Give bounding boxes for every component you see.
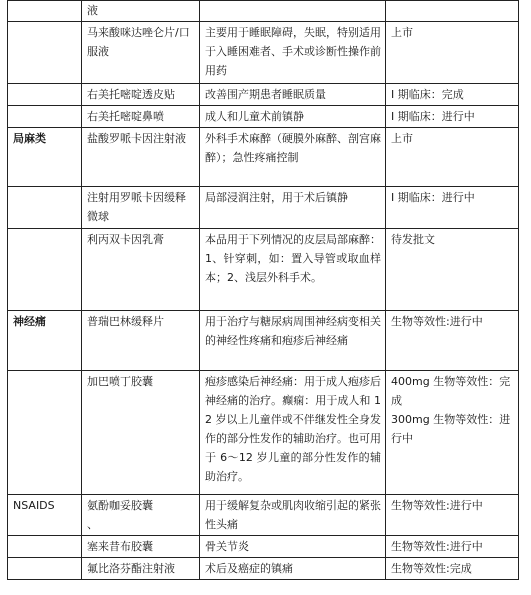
drug-name-cell: 右美托嘧啶透皮贴 xyxy=(82,84,200,106)
category-cell: 局麻类 xyxy=(8,128,82,187)
category-cell xyxy=(8,536,82,558)
category-cell xyxy=(8,371,82,495)
indication-cell xyxy=(200,1,386,22)
table-row xyxy=(8,229,519,311)
category-cell xyxy=(8,106,82,128)
table-row xyxy=(8,84,519,106)
indication-cell: 成人和儿童术前镇静 xyxy=(200,106,386,128)
category-cell xyxy=(8,84,82,106)
table-row xyxy=(8,371,519,495)
indication-cell: 局部浸润注射，用于术后镇静 xyxy=(200,187,386,229)
table-row xyxy=(8,558,519,580)
table-row xyxy=(8,495,519,536)
category-cell: NSAIDS xyxy=(8,495,82,536)
category-cell: 神经痛 xyxy=(8,311,82,371)
indication-cell: 改善围产期患者睡眠质量 xyxy=(200,84,386,106)
indication-cell: 外科手术麻醉（硬膜外麻醉、剖宫麻醉）；急性疼痛控制 xyxy=(200,128,386,187)
drug-name-cell: 塞来昔布胶囊 xyxy=(82,536,200,558)
status-cell: 待发批文 xyxy=(386,229,519,311)
category-cell xyxy=(8,229,82,311)
drug-name-cell: 马来酸咪达唑仑片/口服液 xyxy=(82,22,200,84)
indication-cell: 主要用于睡眠障碍，失眠，特别适用于入睡困难者、手术或诊断性操作前用药 xyxy=(200,22,386,84)
table-row xyxy=(8,187,519,229)
status-cell: 生物等效性:进行中 xyxy=(386,536,519,558)
indication-cell: 疱疹感染后神经痛：用于成人疱疹后神经痛的治疗。癫痫：用于成人和 12 岁以上儿童伴或不伴继发性全身发作的部分性发作的辅助治疗。也可用于 6～12 岁儿童的部分性发作的辅助治疗。 xyxy=(200,371,386,495)
drug-name-cell: 利丙双卡因乳膏 xyxy=(82,229,200,311)
table-row xyxy=(8,106,519,128)
drug-name-cell: 液 xyxy=(82,1,200,22)
indication-cell: 术后及癌症的镇痛 xyxy=(200,558,386,580)
table-row xyxy=(8,128,519,187)
drug-name-cell: 普瑞巴林缓释片 xyxy=(82,311,200,371)
drug-name-cell: 加巴喷丁胶囊 xyxy=(82,371,200,495)
category-cell xyxy=(8,558,82,580)
drug-name-cell: 注射用罗哌卡因缓释微球 xyxy=(82,187,200,229)
table-row xyxy=(8,311,519,371)
status-cell: 生物等效性:进行中 xyxy=(386,495,519,536)
status-cell xyxy=(386,1,519,22)
status-cell: 生物等效性:完成 xyxy=(386,558,519,580)
drug-name-cell: 氨酚咖妥胶囊 、 xyxy=(82,495,200,536)
table-row xyxy=(8,22,519,84)
drug-name-cell: 右美托嘧啶鼻喷 xyxy=(82,106,200,128)
status-cell: 上市 xyxy=(386,128,519,187)
drug-name-cell: 氟比洛芬酯注射液 xyxy=(82,558,200,580)
status-cell: 生物等效性:进行中 xyxy=(386,311,519,371)
status-cell: 上市 xyxy=(386,22,519,84)
drug-name-cell: 盐酸罗哌卡因注射液 xyxy=(82,128,200,187)
category-cell xyxy=(8,187,82,229)
status-cell: I 期临床：完成 xyxy=(386,84,519,106)
indication-cell: 骨关节炎 xyxy=(200,536,386,558)
drug-pipeline-table xyxy=(7,0,519,580)
indication-cell: 用于缓解复杂或肌肉收缩引起的紧张性头痛 xyxy=(200,495,386,536)
indication-cell: 本品用于下列情况的皮层局部麻醉：1、针穿刺，如：置入导管或取血样本；2、浅层外科手术。 xyxy=(200,229,386,311)
status-cell: I 期临床：进行中 xyxy=(386,106,519,128)
table-row xyxy=(8,1,519,22)
category-cell xyxy=(8,1,82,22)
status-cell: I 期临床：进行中 xyxy=(386,187,519,229)
category-cell xyxy=(8,22,82,84)
indication-cell: 用于治疗与糖尿病周围神经病变相关的神经性疼痛和疱疹后神经痛 xyxy=(200,311,386,371)
status-cell: 400mg 生物等效性：完成 300mg 生物等效性：进行中 xyxy=(386,371,519,495)
table-row xyxy=(8,536,519,558)
